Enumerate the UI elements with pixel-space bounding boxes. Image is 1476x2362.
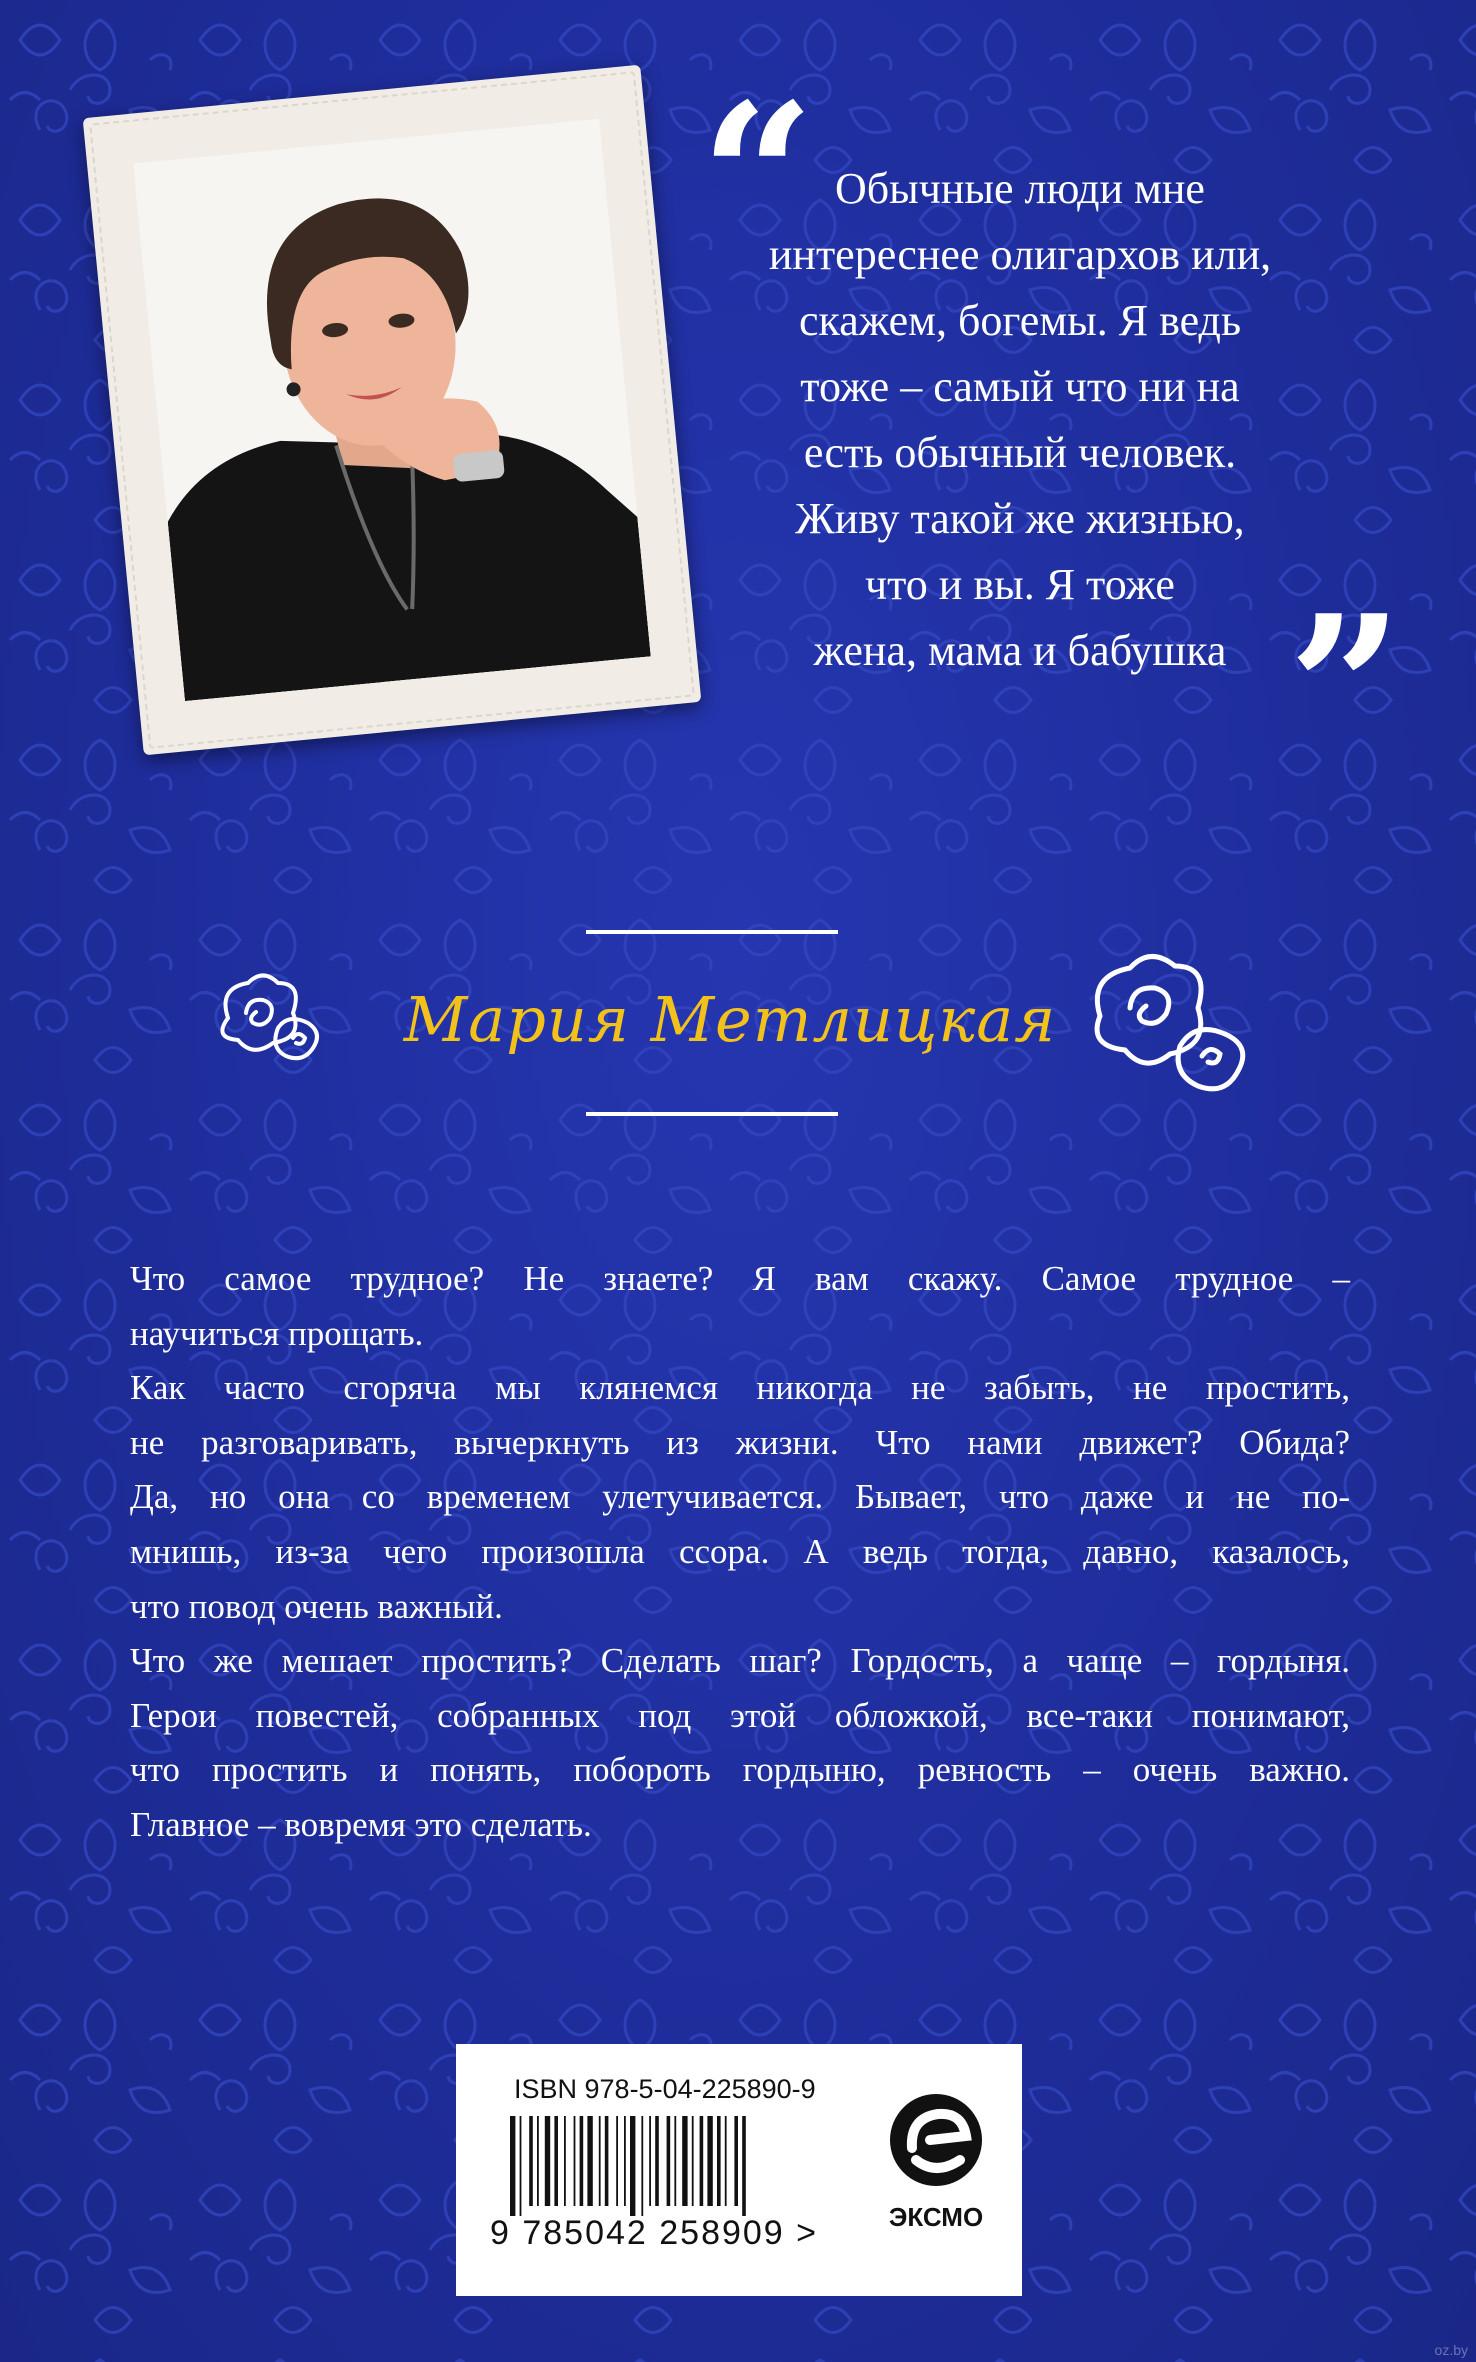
- author-divider-bottom: [586, 1112, 838, 1116]
- barcode-bar: [616, 2116, 618, 2206]
- quote-line: Обычные люди мне: [835, 164, 1205, 213]
- barcode-bar: [649, 2116, 651, 2206]
- barcode-bar: [674, 2116, 676, 2206]
- barcode-bar: [605, 2116, 609, 2206]
- barcode-bar: [692, 2116, 694, 2206]
- quote-line: Живу такой же жизнью,: [795, 494, 1245, 543]
- annotation-line: Что же мешает простить? Сделать шаг? Гордость, а чаще – гордыня.: [130, 1641, 1350, 1681]
- barcode-bar: [734, 2116, 738, 2206]
- author-name: Мария Метлицкая: [403, 983, 1057, 1056]
- eksmo-logo-icon: [886, 2090, 986, 2190]
- author-photo: [133, 119, 651, 701]
- annotation-line: что простить и понять, побороть гордыню, ревность – очень важно.: [130, 1750, 1350, 1790]
- annotation-line: не разговаривать, вычеркнуть из жизни. Что нами движет? Обида?: [130, 1422, 1350, 1462]
- quote-line: есть обычный человек.: [803, 428, 1237, 477]
- quote-line: что и вы. Я тоже: [865, 560, 1175, 609]
- barcode-digits: 9 785042 258909 >: [490, 2214, 819, 2252]
- annotation-line: Главное – вовремя это сделать.: [130, 1804, 592, 1844]
- barcode-bar: [537, 2116, 539, 2206]
- author-photo-card: [83, 65, 702, 756]
- book-annotation: [130, 1252, 1350, 1853]
- barcode-bar: [520, 2116, 522, 2216]
- isbn-label: ISBN 978-5-04-225890-9: [514, 2074, 816, 2104]
- quote-open-mark: “: [700, 60, 816, 295]
- barcode-bar: [700, 2116, 704, 2206]
- rose-ornament-left-icon: [208, 968, 328, 1068]
- barcode-bar: [545, 2116, 550, 2206]
- barcode-bar: [574, 2116, 576, 2206]
- barcode-image: [510, 2116, 810, 2216]
- barcode-bar: [630, 2116, 635, 2216]
- barcode-bar: [624, 2116, 626, 2206]
- annotation-line: что повод очень важный.: [130, 1586, 503, 1626]
- annotation-line: мнишь, из-за чего произошла ссора. А ведь тогда, давно, казалось,: [130, 1531, 1350, 1571]
- quote-line: тоже – самый что ни на: [800, 362, 1240, 411]
- barcode-bar: [667, 2116, 671, 2206]
- barcode-bar: [655, 2116, 659, 2206]
- barcode-bar: [725, 2116, 727, 2206]
- barcode-bar: [641, 2116, 643, 2216]
- annotation-line: Что самое трудное? Не знаете? Я вам скажу. Самое трудное –: [130, 1259, 1350, 1298]
- site-watermark: oz.by: [1434, 2342, 1468, 2358]
- rose-ornament-right-icon: [1080, 946, 1260, 1106]
- annotation-line: научиться прощать.: [130, 1313, 424, 1353]
- barcode-bar: [580, 2116, 584, 2206]
- barcode-bar: [742, 2116, 746, 2216]
- barcode-bar: [510, 2116, 515, 2216]
- barcode-bar: [682, 2116, 687, 2206]
- barcode-bar: [717, 2116, 721, 2206]
- barcode-bar: [564, 2116, 566, 2206]
- annotation-line: Да, но она со временем улетучивается. Бывает, что даже и не по-: [130, 1477, 1350, 1517]
- publisher-name: ЭКСМО: [888, 2202, 984, 2232]
- barcode-bar: [529, 2116, 533, 2206]
- author-divider-top: [586, 930, 838, 934]
- annotation-line: Как часто сгоряча мы клянемся никогда не забыть, не простить,: [130, 1368, 1350, 1408]
- barcode-bar: [599, 2116, 601, 2206]
- barcode-bar: [554, 2116, 558, 2206]
- author-quote: [720, 156, 1320, 684]
- quote-line: интереснее олигархов или,: [768, 230, 1272, 279]
- quote-line: жена, мама и бабушка: [813, 626, 1227, 675]
- barcode-bar: [587, 2116, 592, 2206]
- barcode-panel: [456, 2044, 1022, 2296]
- quote-line: скажем, богемы. Я ведь: [798, 296, 1242, 345]
- quote-close-mark: ”: [1288, 572, 1404, 807]
- barcode-bar: [707, 2116, 712, 2206]
- annotation-line: Герои повестей, собранных под этой обложкой, все-таки понимают,: [130, 1695, 1350, 1735]
